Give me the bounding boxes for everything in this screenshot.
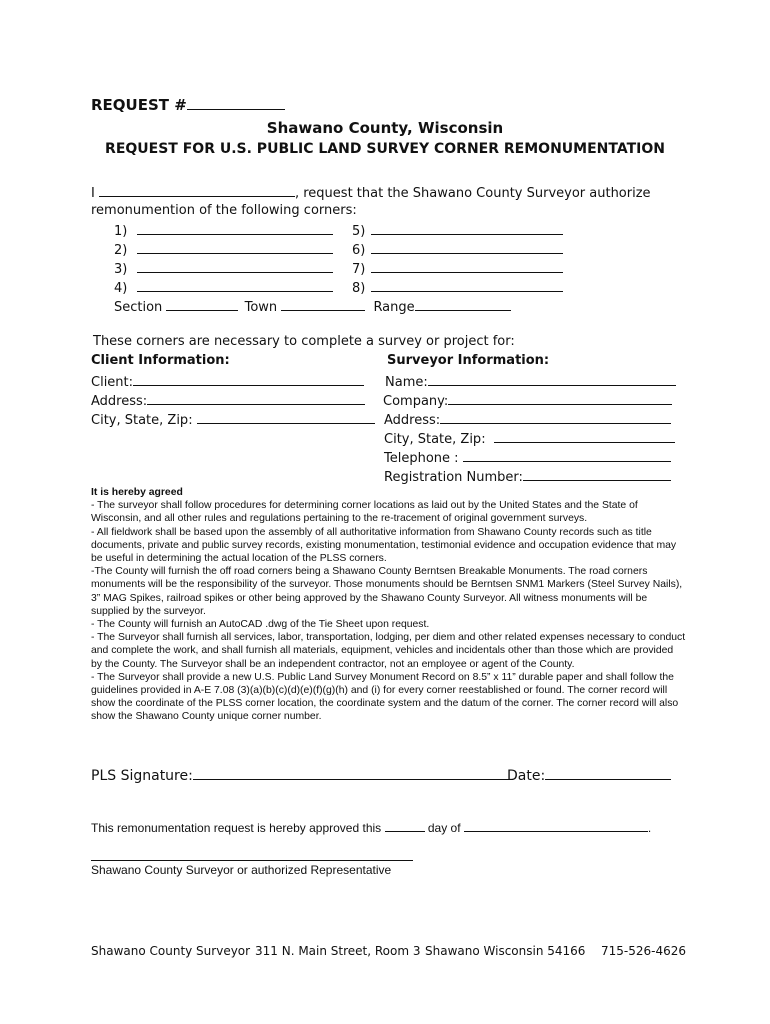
footer-city: Shawano Wisconsin 54166 [425,944,586,958]
county-signature-line[interactable] [91,860,413,861]
corner-number: 8) [352,281,366,296]
surveyor-address-label: Address: [384,413,441,428]
county-title: Shawano County, Wisconsin [266,119,504,137]
requester-prefix: I [91,186,95,201]
surveyor-city-label: City, State, Zip: [384,432,486,447]
agreement-heading: It is hereby agreed [91,487,183,498]
request-number-field[interactable] [187,97,285,110]
corner-field[interactable] [137,260,333,273]
corner-number: 6) [352,243,366,258]
surveyor-city-field[interactable] [494,430,675,443]
request-label-text: REQUEST # [91,96,187,114]
agreement-term-6: - The Surveyor shall provide a new U.S. Public Land Survey Monument Record on 8.5” x 11” durable paper and shall follow the guidelines provided in A-E 7.08 (3)(a)(b)(c)(d)(e)(f)(g)(h) and (i) for every corner reestablished or found. The corner record will show the coordinate of the PLSS corner location, the coordinate system and the datum of the corner. The corner record will also show the Shawano County unique corner number. [91,671,679,723]
corner-field[interactable] [371,260,563,273]
range-field[interactable] [415,298,511,311]
corner-number: 5) [352,224,366,239]
surveyor-city-row [384,430,675,447]
corner-field[interactable] [371,241,563,254]
corner-field[interactable] [137,241,333,254]
date-label: Date: [507,768,546,784]
surveyor-heading: Surveyor Information: [387,353,550,368]
agreement-term-4: - The County will furnish an AutoCAD .dwg of the Tie Sheet upon request. [91,619,430,631]
corner-field[interactable] [137,279,333,292]
corner-5 [352,222,563,239]
surveyor-telephone-field[interactable] [463,449,671,462]
surveyor-telephone-row [384,449,671,466]
approval-prefix: This remonumentation request is hereby approved this [91,821,382,835]
section-town-range [114,298,511,315]
agreement-term-5: - The Surveyor shall furnish all services, labor, transportation, lodging, per diem and other related expenses necessary to conduct and complete the work, and shall furnish all materials, equipment, vehicles and incidentals other than those which are provided by the County. The Surveyor shall be an independent contractor, not an employee or agent of the County. [91,632,686,670]
corner-field[interactable] [371,279,563,292]
corner-1 [114,222,333,239]
approval-line [91,819,651,835]
corner-6 [352,241,563,258]
county-signer-caption: Shawano County Surveyor or authorized Representative [91,863,392,877]
client-city-row [91,411,375,428]
client-name-field[interactable] [133,373,364,386]
surveyor-name-row [385,373,676,390]
agreement-term-3: -The County will furnish the off road corners being a Shawano County Berntsen Breakable Monuments. The road corners monuments will be the responsibility of the surveyor. Those monuments should be Berntsen SNM1 Markers (Steel Survey Nails), 3” MAG Spikes, railroad spikes or other being approved by the Shawano County Surveyor. All witness monuments will be supplied by the surveyor. [91,566,683,617]
client-heading: Client Information: [91,353,230,368]
form-title: REQUEST FOR U.S. PUBLIC LAND SURVEY CORNER REMONUMENTATION [105,141,665,157]
agreement-term-2: - All fieldwork shall be based upon the assembly of all authoritative information from Shawano County records such as title documents, private and public survey records, existing monumentation, testimonial evidence and occupation evidence that may be useful in determining the actual location of the PLSS corners. [91,526,677,565]
client-name-label: Client: [91,375,134,390]
surveyor-company-row [383,392,672,409]
corner-number: 2) [114,243,128,258]
approval-end: . [647,821,652,835]
approval-month-field[interactable] [464,819,648,832]
client-address-field[interactable] [147,392,365,405]
corner-7 [352,260,563,277]
surveyor-registration-field[interactable] [523,468,671,481]
surveyor-company-label: Company: [383,394,449,409]
town-label: Town [244,300,278,315]
footer-street: 311 N. Main Street, Room 3 [255,944,421,958]
request-number-label [91,96,285,114]
requester-line-2: remonumention of the following corners: [91,203,357,218]
requester-name-field[interactable] [99,184,295,197]
surveyor-name-label: Name: [385,375,428,390]
corner-8 [352,279,563,296]
surveyor-address-row [384,411,671,428]
client-address-label: Address: [91,394,148,409]
corner-3 [114,260,333,277]
pls-signature-field[interactable] [193,767,513,780]
requester-line [91,184,651,201]
client-address-row [91,392,365,409]
purpose-text: These corners are necessary to complete a survey or project for: [93,334,515,349]
surveyor-telephone-label: Telephone : [384,451,459,466]
town-field[interactable] [281,298,365,311]
corner-4 [114,279,333,296]
corner-number: 1) [114,224,128,239]
surveyor-company-field[interactable] [448,392,672,405]
surveyor-registration-row [384,468,671,485]
approval-day-field[interactable] [385,819,425,832]
pls-signature-label: PLS Signature: [91,768,193,784]
agreement-section [91,486,686,724]
footer-office: Shawano County Surveyor [91,944,251,958]
corner-2 [114,241,333,258]
corner-field[interactable] [371,222,563,235]
client-name-row [91,373,364,390]
client-city-label: City, State, Zip: [91,413,193,428]
client-city-field[interactable] [197,411,375,424]
surveyor-address-field[interactable] [440,411,671,424]
footer-phone: 715-526-4626 [601,944,687,958]
surveyor-name-field[interactable] [428,373,676,386]
requester-suffix: , request that the Shawano County Surveyor authorize [294,186,651,201]
corner-number: 7) [352,262,366,277]
agreement-term-1: - The surveyor shall follow procedures for determining corner locations as laid out by the United States and the State of Wisconsin, and all other rules and regulations pertaining to the re-tracement of original government surveys. [91,500,638,525]
corner-number: 4) [114,281,128,296]
range-label: Range [373,300,415,315]
date-field[interactable] [545,767,671,780]
surveyor-registration-label: Registration Number: [384,470,523,485]
pls-signature-row [91,767,513,784]
section-label: Section [114,300,163,315]
corner-number: 3) [114,262,128,277]
section-field[interactable] [166,298,238,311]
corner-field[interactable] [137,222,333,235]
date-row [507,767,671,784]
approval-middle: day of [427,821,461,835]
